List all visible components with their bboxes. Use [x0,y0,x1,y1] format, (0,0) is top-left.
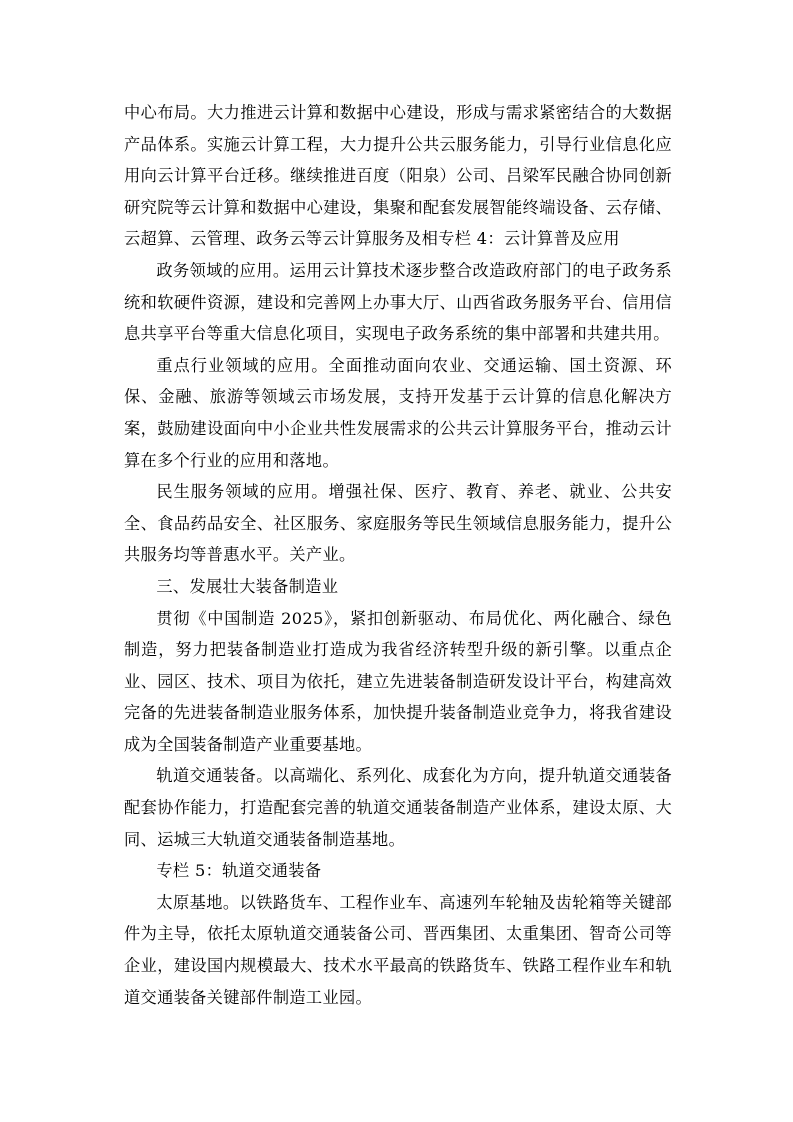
paragraph-livelihood-application: 民生服务领域的应用。增强社保、医疗、教育、养老、就业、公共安全、食品药品安全、社区服务、家庭服务等民生领域信息服务能力，提升公共服务均等普惠水平。关产业。 [124,482,672,565]
column-heading-rail-transit: 专栏 5：轨道交通装备 [156,861,322,881]
paragraph-equipment-manufacturing: 贯彻《中国制造 2025》，紧扣创新驱动、布局优化、两化融合、绿色制造，努力把装备制造业打造成为我省经济转型升级的新引擎。以重点企业、园区、技术、项目为依托，建立先进装备制造研发设计平台，构建高效完备的先进装备制造业服务体系，加快提升装备制造业竞争力，将我省建设成为全国装备制造产业重要基地。 [124,608,672,754]
paragraph-cloud-layout: 中心布局。大力推进云计算和数据中心建设，形成与需求紧密结合的大数据产品体系。实施云计算工程，大力提升公共云服务能力，引导行业信息化应用向云计算平台迁移。继续推进百度（阳泉）公司、吕梁军民融合协同创新研究院等云计算和数据中心建设，集聚和配套发展智能终端设备、云存储、云超算、云管理、政务云等云计算服务及相专栏 4：云计算普及应用 [124,103,672,249]
section-heading-equipment-manufacturing: 三、发展壮大装备制造业 [156,576,339,596]
paragraph-government-application: 政务领域的应用。运用云计算技术逐步整合改造政府部门的电子政务系统和软硬件资源，建设和完善网上办事大厅、山西省政务服务平台、信用信息共享平台等重大信息化项目，实现电子政务系统的集中部署和共建共用。 [124,260,672,344]
paragraph-industry-application: 重点行业领域的应用。全面推动面向农业、交通运输、国土资源、环保、金融、旅游等领域云市场发展，支持开发基于云计算的信息化解决方案，鼓励建设面向中小企业共性发展需求的公共云计算服务平台，推动云计算在多个行业的应用和落地。 [124,355,672,470]
document-body [124,97,672,1013]
paragraph-taiyuan-base: 太原基地。以铁路货车、工程作业车、高速列车轮轴及齿轮箱等关键部件为主导，依托太原轨道交通装备公司、晋西集团、太重集团、智奇公司等企业，建设国内规模最大、技术水平最高的铁路货车、铁路工程作业车和轨道交通装备关键部件制造工业园。 [124,892,672,1007]
paragraph-rail-transit-equipment: 轨道交通装备。以高端化、系列化、成套化为方向，提升轨道交通装备配套协作能力，打造配套完善的轨道交通装备制造产业体系，建设太原、大同、运城三大轨道交通装备制造基地。 [124,766,672,849]
